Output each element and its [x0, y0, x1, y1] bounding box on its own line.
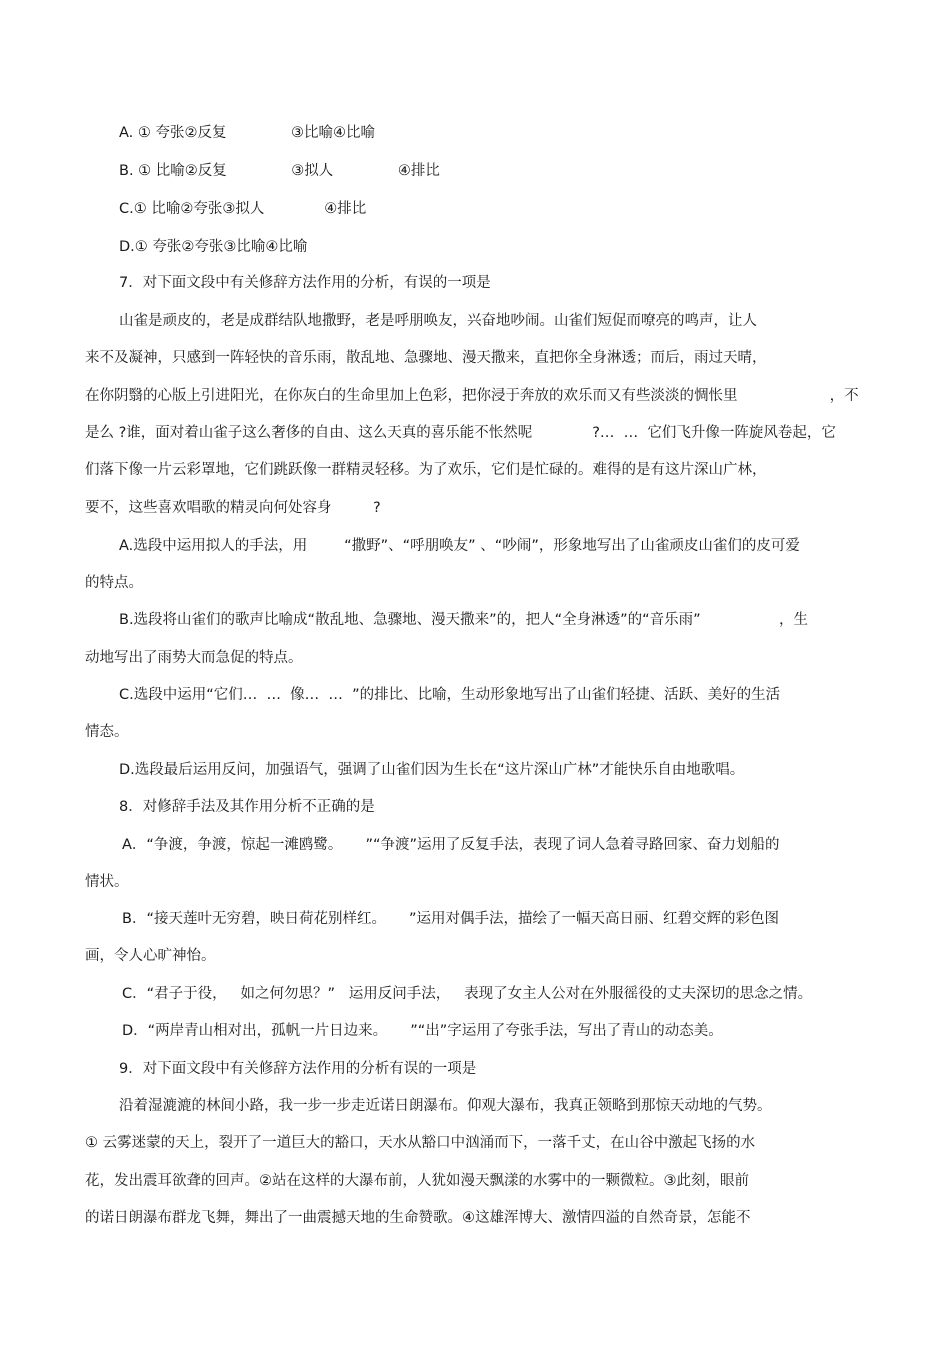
passage-9-line: 的诺日朗瀑布群龙飞舞，舞出了一曲震撼天地的生命赞歌。④这雄浑博大、激情四溢的自然奇景，怎能不	[85, 1210, 751, 1226]
q7-option-c: C.选段中运用“它们… … 像… … ”的排比、比喻，生动形象地写出了山雀们轻捷、活跃、美好的生活	[119, 687, 781, 703]
passage-9-line: 花，发出震耳欲聋的回声。②站在这样的大瀑布前，人犹如漫天飘漾的水雾中的一颗微粒。③此刻，眼前	[85, 1173, 749, 1189]
q7-option-a: A.选段中运用拟人的手法，用 “撒野”、“呼朋唤友” 、“吵闹”，形象地写出了山雀顽皮山雀们的皮可爱	[119, 538, 800, 554]
q7-option-a-cont: 的特点。	[85, 575, 143, 591]
passage-7-line: 在你阴翳的心版上引进阳光，在你灰白的生命里加上色彩，把你浸于奔放的欢乐而又有些淡淡的惆怅里 ，不	[85, 388, 859, 404]
q7-option-d: D.选段最后运用反问，加强语气，强调了山雀们因为生长在“这片深山广林”才能快乐自由地歌唱。	[119, 762, 745, 778]
q8-option-b-cont: 画，令人心旷神怡。	[85, 948, 216, 964]
option-b-line: B. ① 比喻②反复 ③拟人 ④排比	[119, 163, 440, 179]
passage-7-line: 山雀是顽皮的，老是成群结队地撒野，老是呼朋唤友，兴奋地吵闹。山雀们短促而嘹亮的鸣声，让人	[119, 313, 757, 329]
q8-option-c: C．“君子于役， 如之何勿思？” 运用反问手法， 表现了女主人公对在外服徭役的丈夫深切的思念之情。	[122, 986, 813, 1002]
q7-option-b-cont: 动地写出了雨势大而急促的特点。	[85, 650, 303, 666]
q8-option-a: A．“争渡，争渡，惊起一滩鸥鹭。 ”“争渡”运用了反复手法，表现了词人急着寻路回家、奋力划船的	[122, 837, 780, 853]
passage-7-line: 要不，这些喜欢唱歌的精灵向何处容身 ?	[85, 500, 381, 516]
question-8: 8．对修辞手法及其作用分析不正确的是	[119, 799, 375, 815]
question-7: 7．对下面文段中有关修辞方法作用的分析，有误的一项是	[119, 275, 491, 291]
option-c-line: C.① 比喻②夸张③拟人 ④排比	[119, 201, 367, 217]
q8-option-d: D．“两岸青山相对出，孤帆一片日边来。 ”“出”字运用了夸张手法，写出了青山的动态美。	[122, 1023, 723, 1039]
question-9: 9．对下面文段中有关修辞方法作用的分析有误的一项是	[119, 1061, 477, 1077]
passage-9-line: ① 云雾迷蒙的天上，裂开了一道巨大的豁口，天水从豁口中汹涌而下，一落千丈，在山谷中激起飞扬的水	[85, 1135, 756, 1151]
q8-option-b: B．“接天莲叶无穷碧，映日荷花别样红。 ”运用对偶手法，描绘了一幅天高日丽、红碧交辉的彩色图	[122, 911, 780, 927]
passage-9-line: 沿着湿漉漉的林间小路，我一步一步走近诺日朗瀑布。仰观大瀑布，我真正领略到那惊天动地的气势。	[119, 1098, 772, 1114]
passage-7-line: 来不及凝神，只感到一阵轻快的音乐雨，散乱地、急骤地、漫天撒来，直把你全身淋透；而后，雨过天晴，	[85, 350, 767, 366]
q7-option-b: B.选段将山雀们的歌声比喻成“散乱地、急骤地、漫天撒来”的，把人“全身淋透”的“音乐雨” ，生	[119, 612, 808, 628]
passage-7-line: 们落下像一片云彩罩地，它们跳跃像一群精灵轻移。为了欢乐，它们是忙碌的。难得的是有这片深山广林，	[85, 462, 767, 478]
passage-7-line: 是么 ?谁，面对着山雀子这么奢侈的自由、这么天真的喜乐能不怅然呢 ?… … 它们飞升像一阵旋风卷起，它	[85, 425, 836, 441]
option-d-line: D.① 夸张②夸张③比喻④比喻	[119, 239, 308, 255]
q8-option-a-cont: 情状。	[85, 874, 129, 890]
option-a-line: A. ① 夸张②反复 ③比喻④比喻	[119, 125, 376, 141]
q7-option-c-cont: 情态。	[85, 724, 129, 740]
